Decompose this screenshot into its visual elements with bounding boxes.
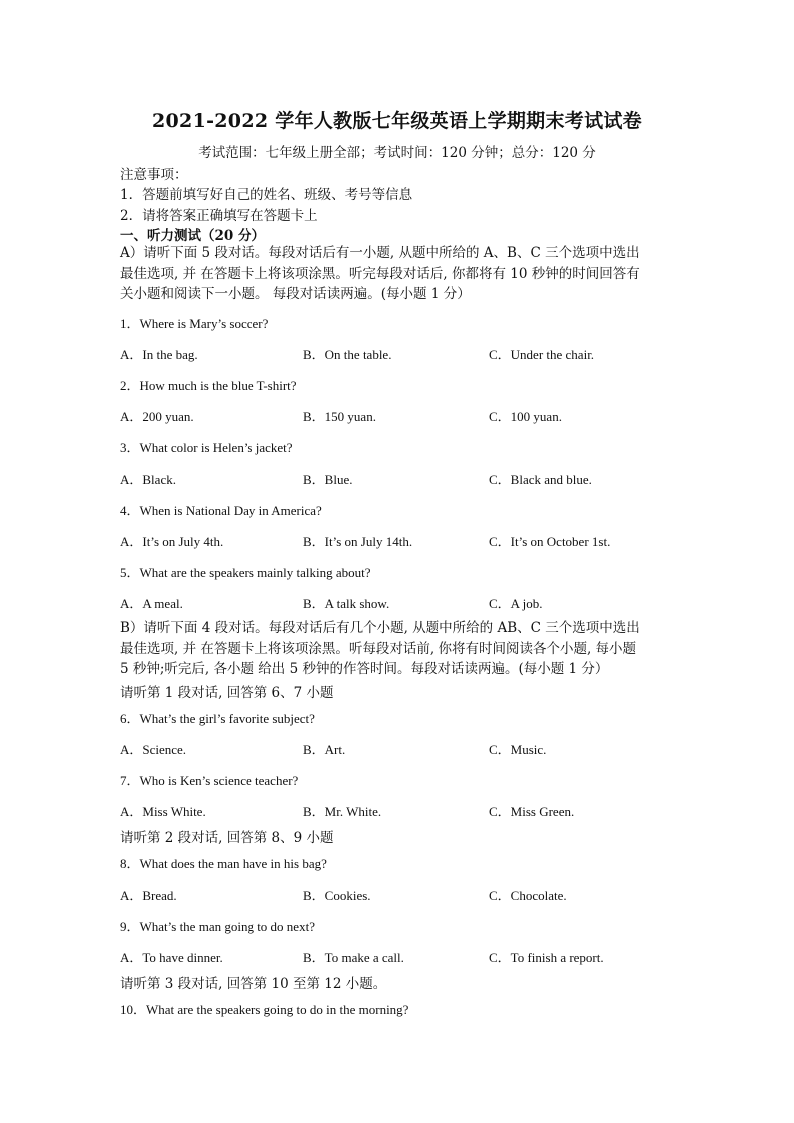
part-b-line-3: 5 秒钟;听完后, 各小题 给出 5 秒钟的作答时间。每段对话读两遍。(每小题 1 分） (120, 661, 609, 677)
option-a: A．Bread. (120, 888, 177, 903)
dialog-3-instruction: 请听第 3 段对话, 回答第 10 至第 12 小题。 (120, 976, 387, 992)
options-3 (120, 469, 720, 487)
question-5: 5．What are the speakers mainly talking about? (120, 565, 371, 580)
note-item-1: 1．答题前填写好自己的姓名、班级、考号等信息 (120, 187, 413, 203)
option-b: B．A talk show. (303, 596, 390, 611)
options-1 (120, 344, 720, 362)
part-a-line-3: 关小题和阅读下一小题。 每段对话读两遍。(每小题 1 分） (120, 286, 471, 302)
question-1: 1．Where is Mary’s soccer? (120, 316, 269, 331)
option-c: C．Black and blue. (489, 472, 592, 487)
option-b: B．Art. (303, 742, 346, 757)
option-a: A．A meal. (120, 596, 183, 611)
option-a: A．To have dinner. (120, 950, 223, 965)
option-c: C．To finish a report. (489, 950, 604, 965)
question-6: 6．What’s the girl’s favorite subject? (120, 711, 315, 726)
exam-info: 考试范围：七年级上册全部；考试时间：120 分钟；总分：120 分 (198, 145, 596, 161)
part-a-instructions (120, 243, 680, 305)
part-b-instructions (120, 618, 680, 680)
options-9 (120, 947, 720, 965)
options-4 (120, 531, 720, 549)
option-b: B．To make a call. (303, 950, 404, 965)
exam-title: 2021-2022 学年人教版七年级英语上学期期末考试试卷 (152, 110, 642, 132)
option-c: C．A job. (489, 596, 543, 611)
option-a: A．In the bag. (120, 347, 198, 362)
option-b: B．Mr. White. (303, 804, 382, 819)
part-a-line-2: 最佳选项, 并 在答题卡上将该项涂黑。听完每段对话后, 你都将有 10 秒钟的时间回答有 (120, 265, 640, 282)
option-c: C．100 yuan. (489, 409, 562, 424)
option-c: C．Chocolate. (489, 888, 567, 903)
option-b: B．Blue. (303, 472, 353, 487)
option-b: B．It’s on July 14th. (303, 534, 413, 549)
option-c: C．Under the chair. (489, 347, 595, 362)
option-a: A．200 yuan. (120, 409, 194, 424)
part-a-line-1: A）请听下面 5 段对话。每段对话后有一小题, 从题中所给的 A、B、C 三个选项中选出 (120, 245, 640, 261)
option-a: A．Black. (120, 472, 176, 487)
section-heading-listening: 一、听力测试（20 分） (120, 228, 265, 244)
part-b-line-2: 最佳选项, 并 在答题卡上将该项涂黑。听每段对话前, 你将有时间阅读各个小题, 每小题 (120, 640, 637, 657)
option-a: A．It’s on July 4th. (120, 534, 224, 549)
question-10: 10．What are the speakers going to do in the morning? (120, 1002, 409, 1017)
question-8: 8．What does the man have in his bag? (120, 856, 327, 871)
option-b: B．Cookies. (303, 888, 371, 903)
question-9: 9．What’s the man going to do next? (120, 919, 315, 934)
options-8 (120, 885, 720, 903)
option-c: C．It’s on October 1st. (489, 534, 611, 549)
option-a: A．Science. (120, 742, 187, 757)
option-b: B．150 yuan. (303, 409, 376, 424)
option-c: C．Music. (489, 742, 547, 757)
options-7 (120, 801, 720, 819)
option-c: C．Miss Green. (489, 804, 575, 819)
dialog-1-instruction: 请听第 1 段对话, 回答第 6、7 小题 (120, 685, 334, 701)
part-b-line-1: B）请听下面 4 段对话。每段对话后有几个小题, 从题中所给的 AB、C 三个选项中选出 (120, 620, 640, 636)
question-7: 7．Who is Ken’s science teacher? (120, 773, 299, 788)
question-4: 4．When is National Day in America? (120, 503, 322, 518)
options-6 (120, 739, 720, 757)
question-2: 2．How much is the blue T-shirt? (120, 378, 297, 393)
notes-heading: 注意事项： (120, 167, 188, 183)
question-3: 3．What color is Helen’s jacket? (120, 440, 293, 455)
options-2 (120, 406, 720, 424)
note-item-2: 2．请将答案正确填写在答题卡上 (120, 208, 318, 224)
options-5 (120, 593, 720, 611)
option-b: B．On the table. (303, 347, 392, 362)
option-a: A．Miss White. (120, 804, 206, 819)
dialog-2-instruction: 请听第 2 段对话, 回答第 8、9 小题 (120, 830, 334, 846)
